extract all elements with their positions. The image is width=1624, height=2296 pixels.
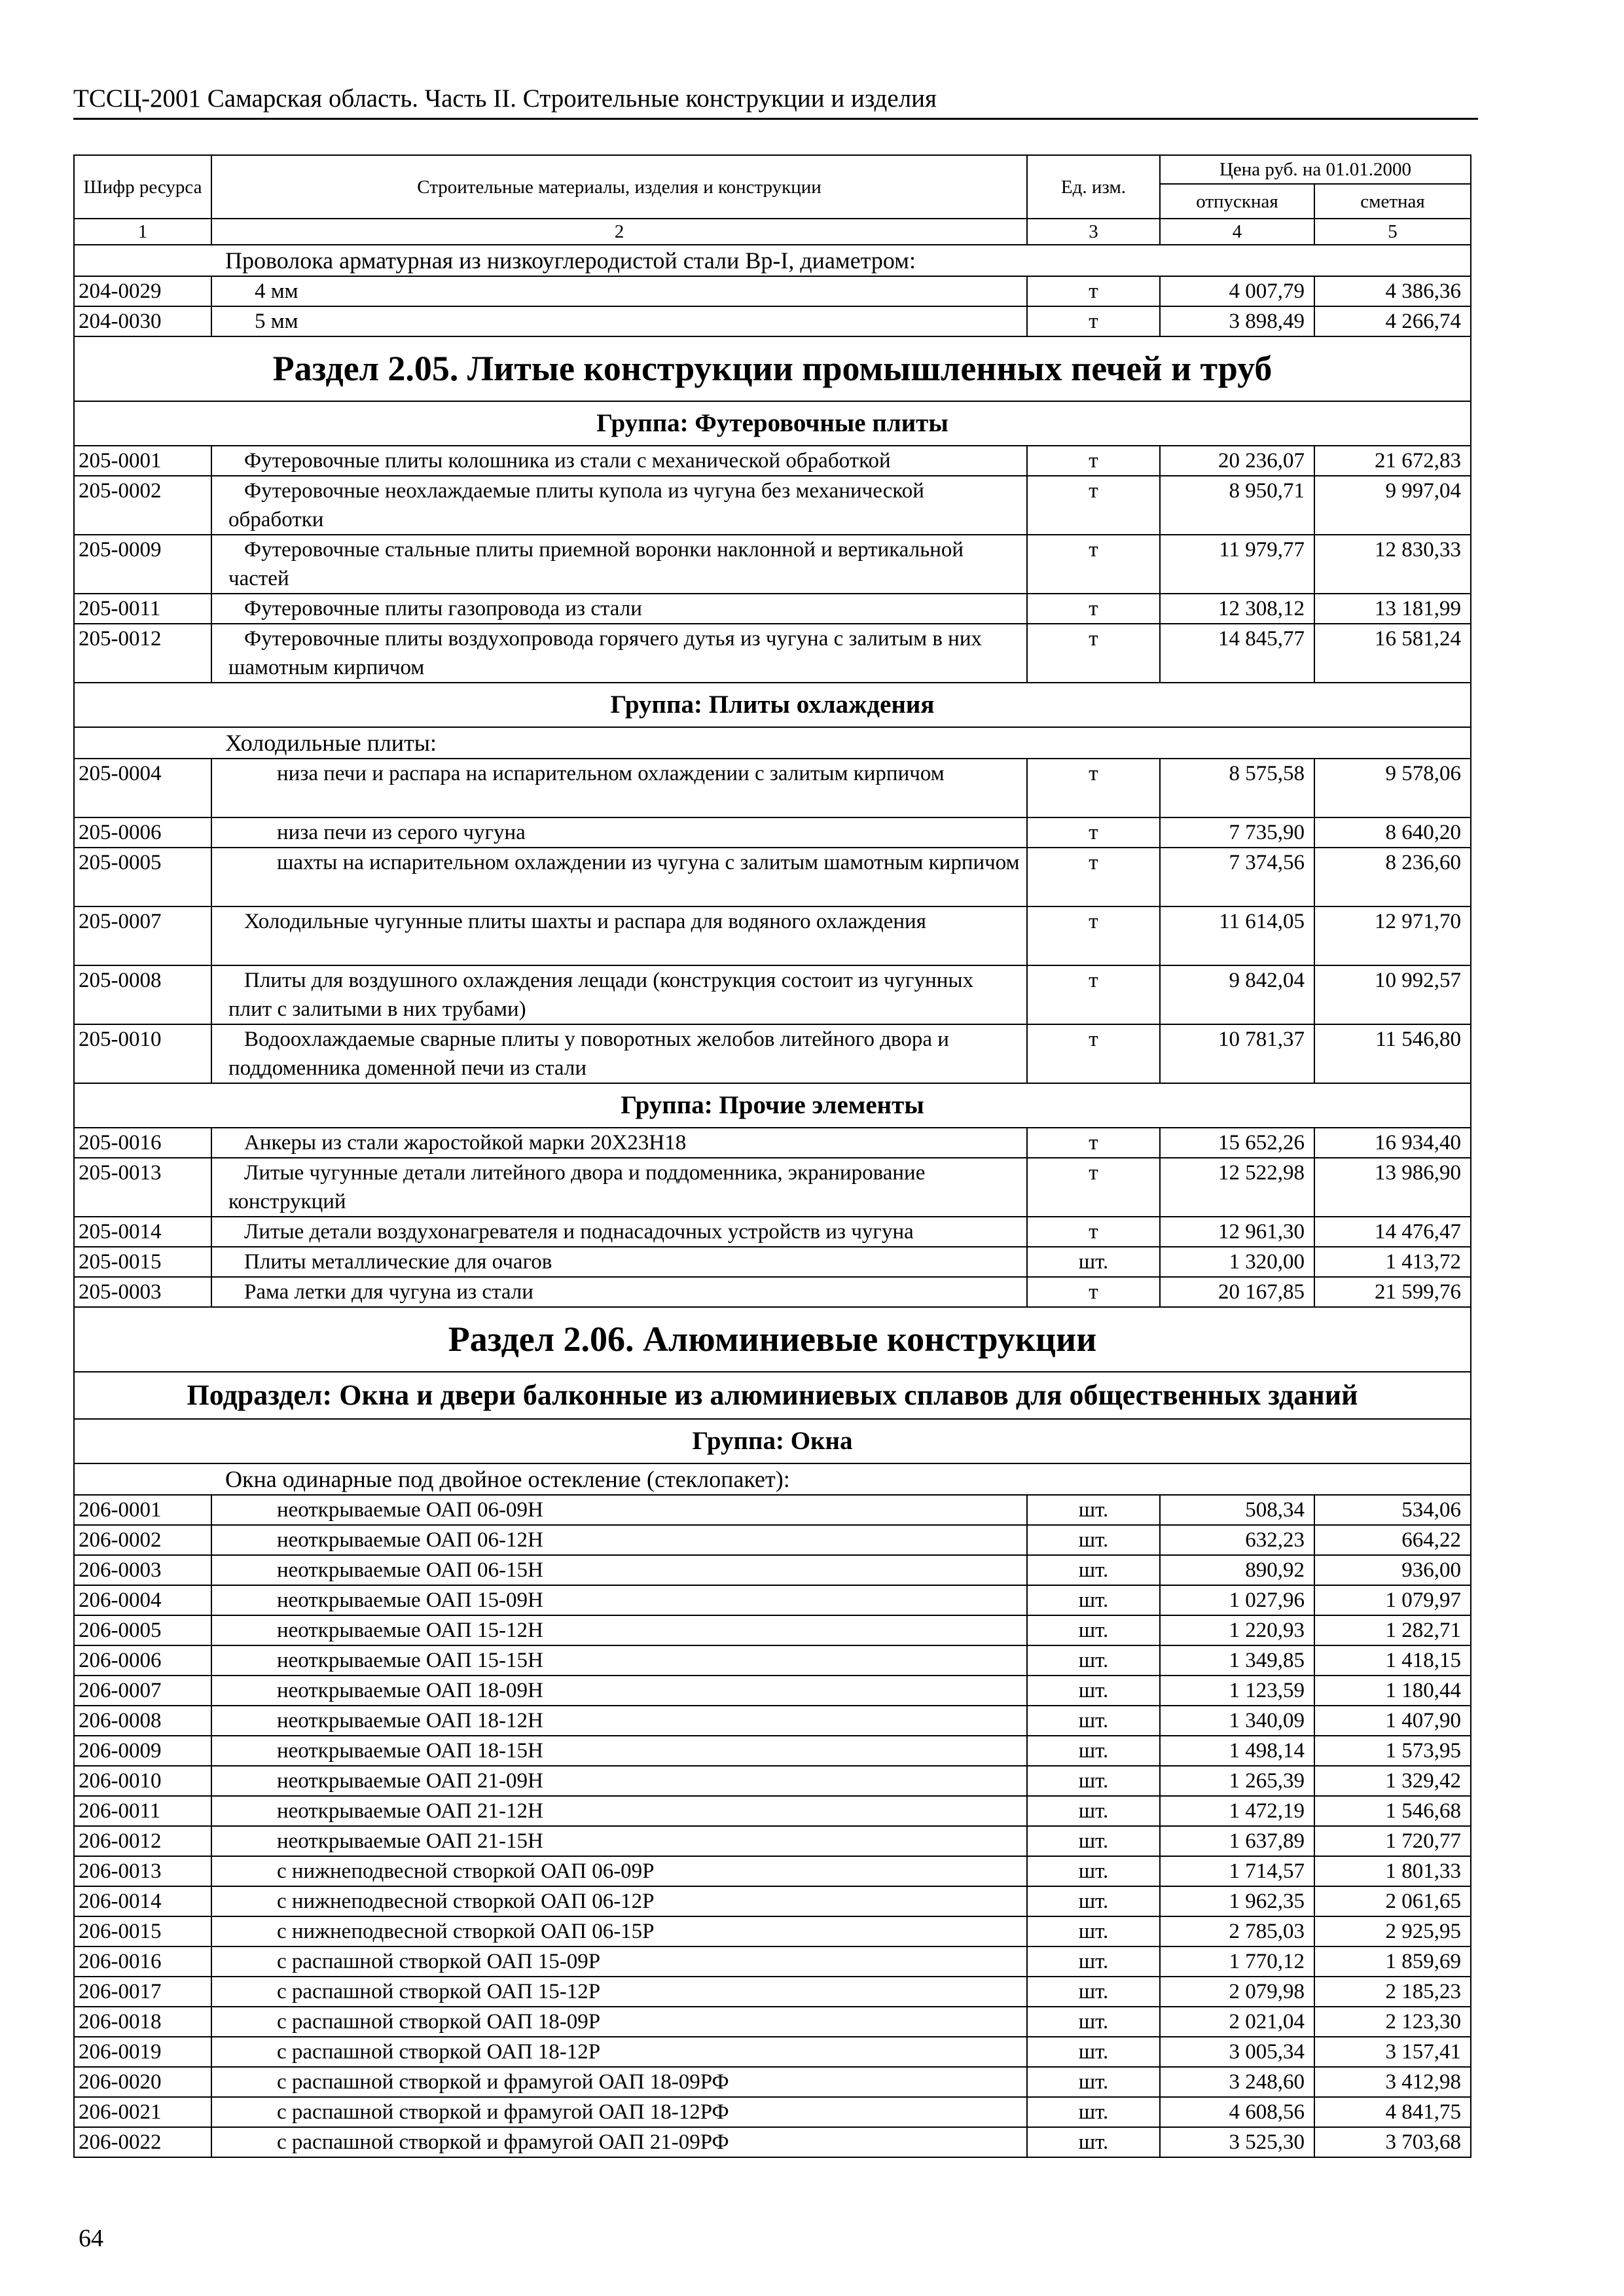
material-name: Анкеры из стали жаростойкой марки 20Х23Н18 bbox=[211, 1128, 1027, 1158]
unit: шт. bbox=[1027, 1856, 1160, 1886]
material-name: шахты на испарительном охлаждении из чугуна с залитым шамотным кирпичом bbox=[211, 848, 1027, 906]
group-heading-row bbox=[74, 401, 1471, 446]
release-price: 7 735,90 bbox=[1160, 817, 1314, 848]
unit: т bbox=[1027, 276, 1160, 306]
subheading-row: Проволока арматурная из низкоуглеродистой стали Вр-I, диаметром: bbox=[74, 245, 1471, 276]
release-price: 12 522,98 bbox=[1160, 1158, 1314, 1217]
estimate-price: 13 181,99 bbox=[1314, 594, 1471, 624]
estimate-price: 1 329,42 bbox=[1314, 1766, 1471, 1796]
estimate-price: 4 386,36 bbox=[1314, 276, 1471, 306]
material-name: с нижнеподвесной створкой ОАП 06-15Р bbox=[211, 1916, 1027, 1946]
material-name: Футеровочные плиты колошника из стали с механической обработкой bbox=[211, 446, 1027, 476]
group-heading: Группа: Плиты охлаждения bbox=[74, 683, 1471, 727]
document-header: ТССЦ-2001 Самарская область. Часть II. Строительные конструкции и изделия bbox=[73, 84, 937, 113]
table-row bbox=[74, 1916, 1471, 1946]
table-row bbox=[74, 1676, 1471, 1706]
release-price: 1 027,96 bbox=[1160, 1585, 1314, 1615]
unit: шт. bbox=[1027, 1585, 1160, 1615]
material-name: Футеровочные неохлаждаемые плиты купола из чугуна без механической обработки bbox=[211, 476, 1027, 535]
material-name: Литые чугунные детали литейного двора и поддоменника, экранирование конструкций bbox=[211, 1158, 1027, 1217]
table-row bbox=[74, 535, 1471, 594]
table-row bbox=[74, 817, 1471, 848]
unit: шт. bbox=[1027, 1555, 1160, 1585]
resource-code: 205-0016 bbox=[74, 1128, 211, 1158]
estimate-price: 1 282,71 bbox=[1314, 1615, 1471, 1645]
subheading-row: Холодильные плиты: bbox=[74, 727, 1471, 759]
material-name: неоткрываемые ОАП 06-15Н bbox=[211, 1555, 1027, 1585]
release-price: 3 525,30 bbox=[1160, 2127, 1314, 2157]
unit: шт. bbox=[1027, 1495, 1160, 1525]
estimate-price: 21 672,83 bbox=[1314, 446, 1471, 476]
estimate-price: 8 236,60 bbox=[1314, 848, 1471, 906]
table-row bbox=[74, 2007, 1471, 2037]
table-row bbox=[74, 1946, 1471, 1977]
col-header-release: отпускная bbox=[1160, 184, 1314, 219]
estimate-price: 1 413,72 bbox=[1314, 1247, 1471, 1277]
release-price: 2 021,04 bbox=[1160, 2007, 1314, 2037]
resource-code: 206-0002 bbox=[74, 1525, 211, 1555]
col-number: 1 bbox=[74, 219, 211, 245]
estimate-price: 2 061,65 bbox=[1314, 1886, 1471, 1916]
release-price: 1 340,09 bbox=[1160, 1706, 1314, 1736]
resource-code: 206-0020 bbox=[74, 2067, 211, 2097]
group-heading: Группа: Прочие элементы bbox=[74, 1083, 1471, 1128]
unit: шт. bbox=[1027, 2037, 1160, 2067]
estimate-price: 16 934,40 bbox=[1314, 1128, 1471, 1158]
estimate-price: 1 418,15 bbox=[1314, 1645, 1471, 1676]
unit: шт. bbox=[1027, 1886, 1160, 1916]
material-name: неоткрываемые ОАП 18-12Н bbox=[211, 1706, 1027, 1736]
material-name: Холодильные чугунные плиты шахты и распара для водяного охлаждения bbox=[211, 906, 1027, 965]
table-row bbox=[74, 965, 1471, 1024]
unit: шт. bbox=[1027, 1916, 1160, 1946]
resource-code: 205-0012 bbox=[74, 624, 211, 683]
table-row bbox=[74, 1736, 1471, 1766]
estimate-price: 1 079,97 bbox=[1314, 1585, 1471, 1615]
material-name: неоткрываемые ОАП 06-12Н bbox=[211, 1525, 1027, 1555]
release-price: 632,23 bbox=[1160, 1525, 1314, 1555]
material-name: с распашной створкой и фрамугой ОАП 18-09РФ bbox=[211, 2067, 1027, 2097]
release-price: 2 079,98 bbox=[1160, 1977, 1314, 2007]
price-table bbox=[73, 154, 1471, 2158]
material-name: неоткрываемые ОАП 18-15Н bbox=[211, 1736, 1027, 1766]
section-heading-row bbox=[74, 336, 1471, 401]
col-header-name: Строительные материалы, изделия и конструкции bbox=[211, 155, 1027, 219]
table-row bbox=[74, 1886, 1471, 1916]
release-price: 8 950,71 bbox=[1160, 476, 1314, 535]
estimate-price: 2 185,23 bbox=[1314, 1977, 1471, 2007]
section-heading: Раздел 2.06. Алюминиевые конструкции bbox=[74, 1307, 1471, 1372]
resource-code: 205-0015 bbox=[74, 1247, 211, 1277]
table-row bbox=[74, 906, 1471, 965]
col-number: 4 bbox=[1160, 219, 1314, 245]
resource-code: 206-0021 bbox=[74, 2097, 211, 2127]
estimate-price: 3 412,98 bbox=[1314, 2067, 1471, 2097]
table-row bbox=[74, 1217, 1471, 1247]
table-row bbox=[74, 594, 1471, 624]
unit: т bbox=[1027, 624, 1160, 683]
material-name: с распашной створкой ОАП 15-12Р bbox=[211, 1977, 1027, 2007]
resource-code: 206-0003 bbox=[74, 1555, 211, 1585]
subsection-heading-row bbox=[74, 1372, 1471, 1419]
material-name: Футеровочные стальные плиты приемной воронки наклонной и вертикальной частей bbox=[211, 535, 1027, 594]
table-row bbox=[74, 1856, 1471, 1886]
resource-code: 206-0019 bbox=[74, 2037, 211, 2067]
resource-code: 204-0029 bbox=[74, 276, 211, 306]
resource-code: 205-0013 bbox=[74, 1158, 211, 1217]
release-price: 1 265,39 bbox=[1160, 1766, 1314, 1796]
table-row bbox=[74, 1525, 1471, 1555]
table-row bbox=[74, 2127, 1471, 2157]
unit: т bbox=[1027, 535, 1160, 594]
resource-code: 206-0004 bbox=[74, 1585, 211, 1615]
unit: шт. bbox=[1027, 1247, 1160, 1277]
resource-code: 206-0009 bbox=[74, 1736, 211, 1766]
resource-code: 205-0007 bbox=[74, 906, 211, 965]
resource-code: 205-0014 bbox=[74, 1217, 211, 1247]
estimate-price: 1 546,68 bbox=[1314, 1796, 1471, 1826]
resource-code: 204-0030 bbox=[74, 306, 211, 336]
group-heading-row bbox=[74, 1419, 1471, 1463]
material-name: с распашной створкой ОАП 15-09Р bbox=[211, 1946, 1027, 1977]
resource-code: 205-0003 bbox=[74, 1277, 211, 1307]
unit: шт. bbox=[1027, 1676, 1160, 1706]
table-row bbox=[74, 759, 1471, 817]
table-row bbox=[74, 1796, 1471, 1826]
estimate-price: 1 407,90 bbox=[1314, 1706, 1471, 1736]
estimate-price: 534,06 bbox=[1314, 1495, 1471, 1525]
estimate-price: 1 573,95 bbox=[1314, 1736, 1471, 1766]
release-price: 9 842,04 bbox=[1160, 965, 1314, 1024]
table-row bbox=[74, 2067, 1471, 2097]
resource-code: 206-0012 bbox=[74, 1826, 211, 1856]
col-header-code: Шифр ресурса bbox=[74, 155, 211, 219]
release-price: 11 614,05 bbox=[1160, 906, 1314, 965]
resource-code: 206-0015 bbox=[74, 1916, 211, 1946]
resource-code: 206-0011 bbox=[74, 1796, 211, 1826]
resource-code: 206-0018 bbox=[74, 2007, 211, 2037]
release-price: 7 374,56 bbox=[1160, 848, 1314, 906]
release-price: 4 007,79 bbox=[1160, 276, 1314, 306]
table-row bbox=[74, 1615, 1471, 1645]
resource-code: 205-0005 bbox=[74, 848, 211, 906]
resource-code: 205-0002 bbox=[74, 476, 211, 535]
release-price: 3 248,60 bbox=[1160, 2067, 1314, 2097]
estimate-price: 21 599,76 bbox=[1314, 1277, 1471, 1307]
material-name: низа печи из серого чугуна bbox=[211, 817, 1027, 848]
unit: шт. bbox=[1027, 1645, 1160, 1676]
estimate-price: 3 157,41 bbox=[1314, 2037, 1471, 2067]
release-price: 3 898,49 bbox=[1160, 306, 1314, 336]
release-price: 8 575,58 bbox=[1160, 759, 1314, 817]
resource-code: 206-0005 bbox=[74, 1615, 211, 1645]
group-heading-row bbox=[74, 683, 1471, 727]
table-body bbox=[74, 245, 1471, 2157]
release-price: 3 005,34 bbox=[1160, 2037, 1314, 2067]
col-header-price: Цена руб. на 01.01.2000 bbox=[1160, 155, 1471, 184]
release-price: 890,92 bbox=[1160, 1555, 1314, 1585]
col-header-unit: Ед. изм. bbox=[1027, 155, 1160, 219]
table-row bbox=[74, 1766, 1471, 1796]
unit: шт. bbox=[1027, 2097, 1160, 2127]
resource-code: 206-0010 bbox=[74, 1766, 211, 1796]
subsection-heading: Подраздел: Окна и двери балконные из алюминиевых сплавов для общественных зданий bbox=[74, 1372, 1471, 1419]
estimate-price: 11 546,80 bbox=[1314, 1024, 1471, 1083]
material-name: с распашной створкой ОАП 18-12Р bbox=[211, 2037, 1027, 2067]
table-row bbox=[74, 1977, 1471, 2007]
release-price: 12 308,12 bbox=[1160, 594, 1314, 624]
estimate-price: 2 925,95 bbox=[1314, 1916, 1471, 1946]
release-price: 1 123,59 bbox=[1160, 1676, 1314, 1706]
unit: шт. bbox=[1027, 2127, 1160, 2157]
material-name: неоткрываемые ОАП 21-09Н bbox=[211, 1766, 1027, 1796]
table-row bbox=[74, 1277, 1471, 1307]
resource-code: 205-0004 bbox=[74, 759, 211, 817]
material-name: неоткрываемые ОАП 21-15Н bbox=[211, 1826, 1027, 1856]
unit: т bbox=[1027, 1217, 1160, 1247]
estimate-price: 2 123,30 bbox=[1314, 2007, 1471, 2037]
resource-code: 206-0013 bbox=[74, 1856, 211, 1886]
table-row bbox=[74, 276, 1471, 306]
material-name: с распашной створкой ОАП 18-09Р bbox=[211, 2007, 1027, 2037]
material-name: неоткрываемые ОАП 21-12Н bbox=[211, 1796, 1027, 1826]
resource-code: 206-0007 bbox=[74, 1676, 211, 1706]
unit: т bbox=[1027, 1158, 1160, 1217]
section-heading-row bbox=[74, 1307, 1471, 1372]
resource-code: 206-0014 bbox=[74, 1886, 211, 1916]
subheading-row-row bbox=[74, 727, 1471, 759]
unit: т bbox=[1027, 306, 1160, 336]
release-price: 14 845,77 bbox=[1160, 624, 1314, 683]
release-price: 11 979,77 bbox=[1160, 535, 1314, 594]
table-row bbox=[74, 1555, 1471, 1585]
estimate-price: 12 830,33 bbox=[1314, 535, 1471, 594]
unit: т bbox=[1027, 1128, 1160, 1158]
material-name: с нижнеподвесной створкой ОАП 06-09Р bbox=[211, 1856, 1027, 1886]
material-name: низа печи и распара на испарительном охлаждении с залитым кирпичом bbox=[211, 759, 1027, 817]
group-heading: Группа: Футеровочные плиты bbox=[74, 401, 1471, 446]
material-name: Плиты металлические для очагов bbox=[211, 1247, 1027, 1277]
unit: т bbox=[1027, 594, 1160, 624]
unit: шт. bbox=[1027, 1796, 1160, 1826]
unit: т bbox=[1027, 906, 1160, 965]
unit: т bbox=[1027, 446, 1160, 476]
unit: шт. bbox=[1027, 2007, 1160, 2037]
resource-code: 205-0009 bbox=[74, 535, 211, 594]
group-heading-row bbox=[74, 1083, 1471, 1128]
table-row bbox=[74, 1645, 1471, 1676]
release-price: 20 167,85 bbox=[1160, 1277, 1314, 1307]
estimate-price: 1 859,69 bbox=[1314, 1946, 1471, 1977]
unit: т bbox=[1027, 1024, 1160, 1083]
estimate-price: 10 992,57 bbox=[1314, 965, 1471, 1024]
estimate-price: 4 266,74 bbox=[1314, 306, 1471, 336]
material-name: Футеровочные плиты воздухопровода горячего дутья из чугуна с залитым в них шамотным кирпичом bbox=[211, 624, 1027, 683]
page-number: 64 bbox=[79, 2225, 103, 2252]
material-name: Рама летки для чугуна из стали bbox=[211, 1277, 1027, 1307]
resource-code: 205-0001 bbox=[74, 446, 211, 476]
subheading-row-row bbox=[74, 1463, 1471, 1495]
resource-code: 206-0006 bbox=[74, 1645, 211, 1676]
header-rule bbox=[73, 118, 1478, 120]
material-name: неоткрываемые ОАП 15-09Н bbox=[211, 1585, 1027, 1615]
resource-code: 205-0010 bbox=[74, 1024, 211, 1083]
resource-code: 206-0001 bbox=[74, 1495, 211, 1525]
material-name: Литые детали воздухонагревателя и поднасадочных устройств из чугуна bbox=[211, 1217, 1027, 1247]
unit: шт. bbox=[1027, 1826, 1160, 1856]
col-number: 3 bbox=[1027, 219, 1160, 245]
material-name: 5 мм bbox=[211, 306, 1027, 336]
table-row bbox=[74, 476, 1471, 535]
release-price: 2 785,03 bbox=[1160, 1916, 1314, 1946]
unit: шт. bbox=[1027, 1615, 1160, 1645]
table-row bbox=[74, 1158, 1471, 1217]
release-price: 10 781,37 bbox=[1160, 1024, 1314, 1083]
estimate-price: 4 841,75 bbox=[1314, 2097, 1471, 2127]
table-row bbox=[74, 624, 1471, 683]
release-price: 20 236,07 bbox=[1160, 446, 1314, 476]
material-name: неоткрываемые ОАП 18-09Н bbox=[211, 1676, 1027, 1706]
estimate-price: 9 997,04 bbox=[1314, 476, 1471, 535]
release-price: 1 770,12 bbox=[1160, 1946, 1314, 1977]
table-row bbox=[74, 2037, 1471, 2067]
release-price: 15 652,26 bbox=[1160, 1128, 1314, 1158]
estimate-price: 936,00 bbox=[1314, 1555, 1471, 1585]
material-name: неоткрываемые ОАП 15-15Н bbox=[211, 1645, 1027, 1676]
unit: т bbox=[1027, 965, 1160, 1024]
material-name: с нижнеподвесной створкой ОАП 06-12Р bbox=[211, 1886, 1027, 1916]
subheading-row: Окна одинарные под двойное остекление (стеклопакет): bbox=[74, 1463, 1471, 1495]
material-name: Плиты для воздушного охлаждения лещади (конструкция состоит из чугунных плит с залитыми в них трубами) bbox=[211, 965, 1027, 1024]
release-price: 1 962,35 bbox=[1160, 1886, 1314, 1916]
estimate-price: 16 581,24 bbox=[1314, 624, 1471, 683]
estimate-price: 664,22 bbox=[1314, 1525, 1471, 1555]
estimate-price: 1 720,77 bbox=[1314, 1826, 1471, 1856]
unit: шт. bbox=[1027, 1706, 1160, 1736]
table-row bbox=[74, 1706, 1471, 1736]
unit: т bbox=[1027, 817, 1160, 848]
material-name: 4 мм bbox=[211, 276, 1027, 306]
unit: т bbox=[1027, 848, 1160, 906]
release-price: 1 498,14 bbox=[1160, 1736, 1314, 1766]
estimate-price: 14 476,47 bbox=[1314, 1217, 1471, 1247]
col-number: 2 bbox=[211, 219, 1027, 245]
table-row bbox=[74, 1585, 1471, 1615]
release-price: 1 714,57 bbox=[1160, 1856, 1314, 1886]
release-price: 1 637,89 bbox=[1160, 1826, 1314, 1856]
table-row bbox=[74, 1826, 1471, 1856]
unit: шт. bbox=[1027, 1977, 1160, 2007]
unit: шт. bbox=[1027, 2067, 1160, 2097]
table-row bbox=[74, 1495, 1471, 1525]
material-name: неоткрываемые ОАП 06-09Н bbox=[211, 1495, 1027, 1525]
table-row bbox=[74, 1024, 1471, 1083]
estimate-price: 8 640,20 bbox=[1314, 817, 1471, 848]
group-heading: Группа: Окна bbox=[74, 1419, 1471, 1463]
resource-code: 205-0006 bbox=[74, 817, 211, 848]
release-price: 1 349,85 bbox=[1160, 1645, 1314, 1676]
estimate-price: 13 986,90 bbox=[1314, 1158, 1471, 1217]
unit: шт. bbox=[1027, 1766, 1160, 1796]
release-price: 12 961,30 bbox=[1160, 1217, 1314, 1247]
resource-code: 205-0008 bbox=[74, 965, 211, 1024]
release-price: 4 608,56 bbox=[1160, 2097, 1314, 2127]
col-header-estimate: сметная bbox=[1314, 184, 1471, 219]
unit: шт. bbox=[1027, 1525, 1160, 1555]
unit: т bbox=[1027, 1277, 1160, 1307]
resource-code: 206-0008 bbox=[74, 1706, 211, 1736]
col-number: 5 bbox=[1314, 219, 1471, 245]
resource-code: 206-0022 bbox=[74, 2127, 211, 2157]
material-name: с распашной створкой и фрамугой ОАП 21-09РФ bbox=[211, 2127, 1027, 2157]
release-price: 1 472,19 bbox=[1160, 1796, 1314, 1826]
section-heading: Раздел 2.05. Литые конструкции промышленных печей и труб bbox=[74, 336, 1471, 401]
subheading-row-row bbox=[74, 245, 1471, 276]
resource-code: 206-0017 bbox=[74, 1977, 211, 2007]
estimate-price: 1 180,44 bbox=[1314, 1676, 1471, 1706]
resource-code: 205-0011 bbox=[74, 594, 211, 624]
material-name: Футеровочные плиты газопровода из стали bbox=[211, 594, 1027, 624]
estimate-price: 3 703,68 bbox=[1314, 2127, 1471, 2157]
material-name: Водоохлаждаемые сварные плиты у поворотных желобов литейного двора и поддоменника доменной печи из стали bbox=[211, 1024, 1027, 1083]
unit: т bbox=[1027, 759, 1160, 817]
estimate-price: 12 971,70 bbox=[1314, 906, 1471, 965]
estimate-price: 9 578,06 bbox=[1314, 759, 1471, 817]
release-price: 1 320,00 bbox=[1160, 1247, 1314, 1277]
table-row bbox=[74, 306, 1471, 336]
release-price: 508,34 bbox=[1160, 1495, 1314, 1525]
table-row bbox=[74, 1128, 1471, 1158]
material-name: неоткрываемые ОАП 15-12Н bbox=[211, 1615, 1027, 1645]
resource-code: 206-0016 bbox=[74, 1946, 211, 1977]
table-row bbox=[74, 446, 1471, 476]
release-price: 1 220,93 bbox=[1160, 1615, 1314, 1645]
unit: шт. bbox=[1027, 1946, 1160, 1977]
table-row bbox=[74, 1247, 1471, 1277]
unit: шт. bbox=[1027, 1736, 1160, 1766]
table-row bbox=[74, 848, 1471, 906]
table-row bbox=[74, 2097, 1471, 2127]
unit: т bbox=[1027, 476, 1160, 535]
material-name: с распашной створкой и фрамугой ОАП 18-12РФ bbox=[211, 2097, 1027, 2127]
estimate-price: 1 801,33 bbox=[1314, 1856, 1471, 1886]
